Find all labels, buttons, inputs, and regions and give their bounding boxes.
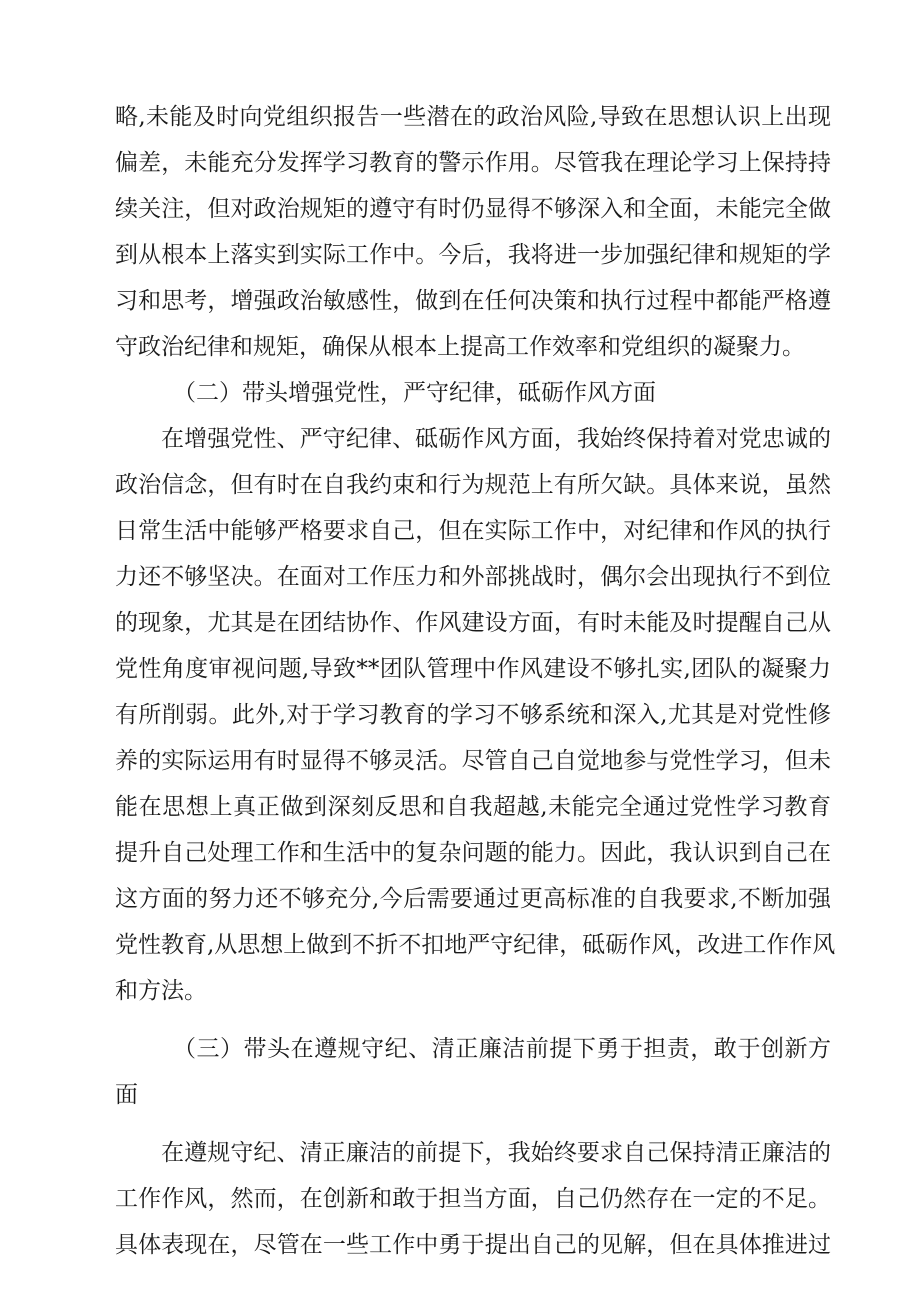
text-line: 力还不够坚决。在面对工作压力和外部挑战时，偶尔会出现执行不到位 xyxy=(115,564,831,590)
text-line: 和方法。 xyxy=(115,978,207,1004)
text-line: 党性角度审视问题,导致**团队管理中作风建设不够扎实,团队的凝聚力 xyxy=(115,656,831,682)
text-line: 养的实际运用有时显得不够灵活。尽管自己自觉地参与党性学习，但未 xyxy=(115,748,831,774)
text-line: 这方面的努力还不够充分,今后需要通过更高标准的自我要求,不断加强 xyxy=(115,886,831,912)
text-line: 续关注，但对政治规矩的遵守有时仍显得不够深入和全面，未能完全做 xyxy=(115,196,831,222)
text-line: 偏差，未能充分发挥学习教育的警示作用。尽管我在理论学习上保持持 xyxy=(115,150,831,176)
spacer xyxy=(115,1014,831,1026)
text-line: 到从根本上落实到实际工作中。今后，我将进一步加强纪律和规矩的学 xyxy=(115,242,831,268)
document-page xyxy=(115,94,836,1268)
paragraph-party-spirit xyxy=(115,416,836,1014)
paragraph-integrity-innovation xyxy=(115,1130,831,1268)
text-line: 面 xyxy=(115,1082,138,1108)
section-heading-3 xyxy=(115,1026,831,1118)
text-line: 在遵规守纪、清正廉洁的前提下，我始终要求自己保持清正廉洁的 xyxy=(161,1140,831,1166)
text-line: 工作作风，然而，在创新和敢于担当方面，自己仍然存在一定的不足。 xyxy=(115,1186,831,1212)
text-line: 提升自己处理工作和生活中的复杂问题的能力。因此，我认识到自己在 xyxy=(115,840,831,866)
text-line: 略,未能及时向党组织报告一些潜在的政治风险,导致在思想认识上出现 xyxy=(115,104,831,130)
text-line: 习和思考，增强政治敏感性，做到在任何决策和执行过程中都能严格遵 xyxy=(115,288,831,314)
text-line: 政治信念，但有时在自我约束和行为规范上有所欠缺。具体来说，虽然 xyxy=(115,472,831,498)
text-line: 能在思想上真正做到深刻反思和自我超越,未能完全通过党性学习教育 xyxy=(115,794,831,820)
text-line: 具体表现在，尽管在一些工作中勇于提出自己的见解，但在具体推进过 xyxy=(115,1232,831,1258)
spacer xyxy=(115,1118,831,1130)
text-line: 有所削弱。此外,对于学习教育的学习不够系统和深入,尤其是对党性修 xyxy=(115,702,831,728)
section-heading-2: （二）带头增强党性，严守纪律，砥砺作风方面 xyxy=(173,380,656,406)
text-line: （三）带头在遵规守纪、清正廉洁前提下勇于担责，敢于创新方 xyxy=(173,1036,831,1062)
text-line: 的现象，尤其是在团结协作、作风建设方面，有时未能及时提醒自己从 xyxy=(115,610,831,636)
text-line: 守政治纪律和规矩，确保从根本上提高工作效率和党组织的凝聚力。 xyxy=(115,334,805,360)
text-line: 在增强党性、严守纪律、砥砺作风方面，我始终保持着对党忠诚的 xyxy=(161,426,831,452)
text-line: 日常生活中能够严格要求自己，但在实际工作中，对纪律和作风的执行 xyxy=(115,518,831,544)
paragraph-political-rules xyxy=(115,94,831,370)
text-line: 党性教育,从思想上做到不折不扣地严守纪律，砥砺作风，改进工作作风 xyxy=(115,932,836,958)
